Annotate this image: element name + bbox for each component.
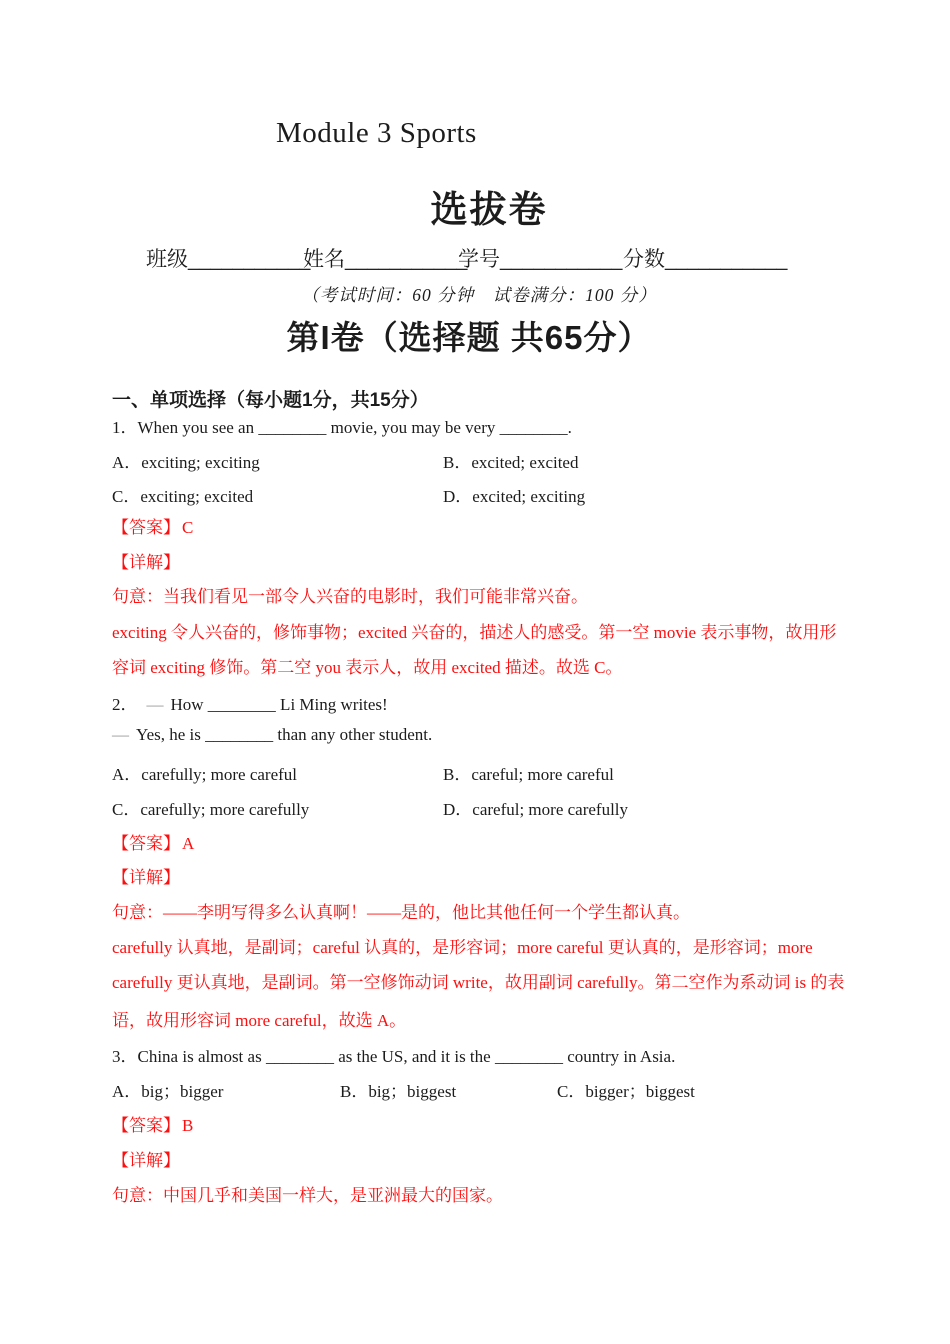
q2-explanation-line2: carefully 认真地，是副词；careful 认真的，是形容词；more careful 更认真的，是形容词；more	[112, 938, 813, 957]
q1-options-row2	[112, 482, 850, 506]
q1-answer-label: 【答案】	[112, 518, 180, 537]
q2-stem-line1	[112, 690, 850, 714]
q2-answer-value: A	[182, 834, 195, 853]
q1-option-b: B．excited; excited	[443, 453, 579, 472]
q3-answer-value: B	[182, 1116, 194, 1135]
student-number-label: 学号	[458, 248, 500, 271]
q2-stem-line2	[112, 725, 850, 749]
q2-answer-line	[112, 829, 850, 853]
q3-stem: 3．China is almost as ________ as the US, and it is the ________ country in Asia.	[112, 1047, 676, 1066]
q2-dash1: —	[146, 695, 164, 714]
student-info-row	[0, 243, 950, 271]
q1-answer-line	[112, 513, 850, 537]
q2-option-d: D．careful; more carefully	[443, 800, 629, 819]
info-field-student-number	[458, 243, 622, 273]
q1-answer-value: C	[182, 518, 194, 537]
q2-option-c: C．carefully; more carefully	[112, 800, 310, 819]
q3-explanation-line1: 句意：中国几乎和美国一样大，是亚洲最大的国家。	[112, 1186, 503, 1205]
q2-number: 2．	[112, 695, 138, 714]
q2-explanation-line1: 句意：——李明写得多么认真啊！——是的，他比其他任何一个学生都认真。	[112, 903, 690, 922]
q2-options-row1	[112, 760, 850, 784]
q1-explanation-line2: exciting 令人兴奋的，修饰事物；excited 兴奋的，描述人的感受。第一空 movie 表示事物，故用形	[112, 623, 837, 642]
q2-stem-text2: Yes, he is ________ than any other student.	[136, 725, 433, 744]
q1-stem: 1．When you see an ________ movie, you may be very ________.	[112, 418, 572, 437]
name-blank: ___________	[345, 249, 468, 271]
q3-option-b: B．big；biggest	[340, 1082, 457, 1101]
q2-explanation-line3: carefully 更认真地，是副词。第一空修饰动词 write，故用副词 carefully。第二空作为系动词 is 的表	[112, 973, 845, 992]
q2-options-row2	[112, 795, 850, 819]
q1-explanation-line1: 句意：当我们看见一部令人兴奋的电影时，我们可能非常兴奋。	[112, 587, 588, 606]
q1-detail-label: 【详解】	[112, 553, 180, 572]
module-title: Module 3 Sports	[276, 117, 477, 149]
q2-answer-label: 【答案】	[112, 834, 180, 853]
q1-option-c: C．exciting; excited	[112, 487, 254, 506]
q2-stem-text1: How ________ Li Ming writes!	[170, 695, 388, 714]
section1-heading: 一、单项选择（每小题1分，共15分）	[112, 390, 429, 411]
q2-dash2: —	[112, 725, 129, 744]
q2-detail-label: 【详解】	[112, 868, 180, 887]
q1-option-a: A．exciting; exciting	[112, 453, 260, 472]
score-blank: ___________	[665, 249, 788, 271]
student-number-blank: ___________	[500, 249, 623, 271]
info-field-name	[303, 243, 467, 273]
q3-detail-label: 【详解】	[112, 1151, 180, 1170]
class-label: 班级	[146, 248, 188, 271]
class-blank: ___________	[188, 249, 311, 271]
exam-time-info: （考试时间：60 分钟 试卷满分：100 分）	[301, 285, 657, 305]
q3-answer-label: 【答案】	[112, 1116, 180, 1135]
name-label: 姓名	[303, 248, 345, 271]
q3-options-row	[112, 1077, 850, 1101]
q3-option-a: A．big；bigger	[112, 1082, 224, 1101]
part1-heading: 第I卷（选择题 共65分）	[286, 319, 652, 356]
info-field-score	[623, 243, 787, 273]
q3-answer-line	[112, 1111, 850, 1135]
q2-option-b: B．careful; more careful	[443, 765, 614, 784]
q3-option-c: C．bigger；biggest	[557, 1082, 695, 1101]
info-field-class	[146, 243, 310, 273]
q1-option-d: D．excited; exciting	[443, 487, 586, 506]
paper-title: 选拔卷	[430, 189, 548, 230]
q2-option-a: A．carefully; more careful	[112, 765, 298, 784]
q2-explanation-line4: 语，故用形容词 more careful，故选 A。	[112, 1011, 407, 1030]
score-label: 分数	[623, 248, 665, 271]
q1-explanation-line3: 容词 exciting 修饰。第二空 you 表示人，故用 excited 描述。故选 C。	[112, 658, 623, 677]
q1-options-row1	[112, 448, 850, 472]
